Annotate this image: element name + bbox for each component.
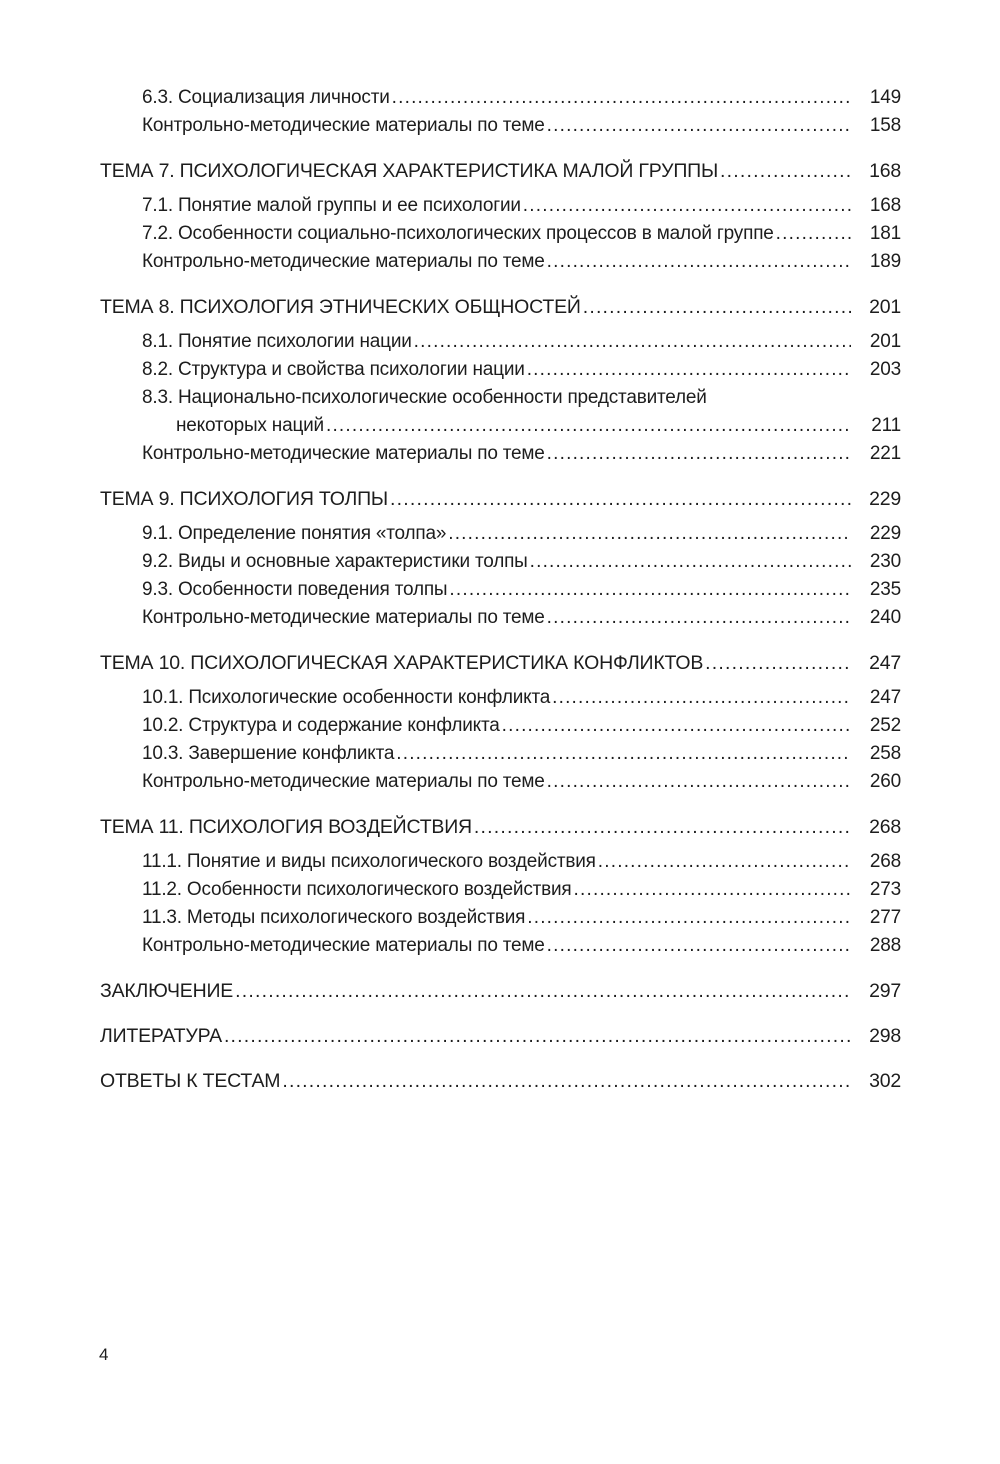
toc-entry-wrapped-second-line [100,412,901,440]
dot-leader [705,649,851,677]
dot-leader [547,768,851,796]
toc-entry-page: 247 [869,652,901,674]
toc-entry-page: 252 [869,715,901,736]
toc-entry-page: 273 [869,879,901,900]
toc-back-matter-heading [100,977,901,1005]
toc-entry-page: 268 [869,816,901,838]
toc-entry-label: ЗАКЛЮЧЕНИЕ [100,980,234,1002]
toc-chapter-heading [100,485,901,513]
dot-leader [523,192,851,220]
dot-leader [326,412,851,440]
toc-back-matter-heading [100,1067,901,1095]
toc-entry-label: 9.1. Определение понятия «толпа» [142,523,447,544]
toc-entry-page: 203 [869,359,901,380]
dot-leader [776,220,851,248]
toc-entry-label: ТЕМА 7. ПСИХОЛОГИЧЕСКАЯ ХАРАКТЕРИСТИКА МАЛОЙ ГРУППЫ [100,160,719,182]
toc-chapter-heading [100,293,901,321]
toc-entry-label: Контрольно-методические материалы по теме [142,115,545,136]
toc-entry-page: 211 [871,415,901,436]
dot-leader [552,684,851,712]
toc-entry-label: Контрольно-методические материалы по теме [142,251,545,272]
dot-leader [547,604,851,632]
toc-entry-page: 277 [869,907,901,928]
toc-entry [100,248,901,276]
toc-entry-page: 260 [869,771,901,792]
toc-entry-label: 7.2. Особенности социально-психологических процессов в малой группе [142,223,774,244]
dot-leader [527,904,851,932]
dot-leader [598,848,851,876]
toc-entry-page: 247 [869,687,901,708]
dot-leader [530,548,851,576]
toc-entry-page: 229 [869,523,901,544]
toc-entry-page: 268 [869,851,901,872]
dot-leader [392,84,851,112]
toc-entry-label: ТЕМА 10. ПСИХОЛОГИЧЕСКАЯ ХАРАКТЕРИСТИКА КОНФЛИКТОВ [100,652,704,674]
dot-leader [224,1022,851,1050]
toc-entry-label: Контрольно-методические материалы по теме [142,443,545,464]
toc-entry [100,712,901,740]
toc-entry-page: 189 [869,251,901,272]
dot-leader [547,932,851,960]
toc-entry-page: 298 [869,1025,901,1047]
toc-entry-label: 11.2. Особенности психологического воздействия [142,879,572,900]
toc-entry-page: 221 [869,443,901,464]
dot-leader [449,576,851,604]
toc-entry-page: 258 [869,743,901,764]
toc-entry [100,548,901,576]
toc-entry-label: 8.2. Структура и свойства психологии нации [142,359,525,380]
toc-entry [100,440,901,468]
toc-entry-label: 10.3. Завершение конфликта [142,743,395,764]
toc-entry-label: Контрольно-методические материалы по теме [142,771,545,792]
toc-entry-page: 181 [869,223,901,244]
toc-entry-page: 149 [869,87,901,108]
toc-entry-label: ТЕМА 9. ПСИХОЛОГИЯ ТОЛПЫ [100,488,388,510]
toc-entry-label: 8.1. Понятие психологии нации [142,331,412,352]
toc-chapter-heading [100,649,901,677]
toc-entry [100,356,901,384]
toc-back-matter-heading [100,1022,901,1050]
toc-entry [100,876,901,904]
toc-entry-page: 168 [869,160,901,182]
toc-entry-label: 8.3. Национально-психологические особенности представителей [142,387,707,408]
toc-entry-label: 11.3. Методы психологического воздействия [142,907,526,928]
dot-leader [282,1067,851,1095]
toc-entry [100,84,901,112]
dot-leader [474,813,851,841]
table-of-contents [100,84,901,1095]
toc-entry-label: 9.3. Особенности поведения толпы [142,579,448,600]
dot-leader [547,112,851,140]
toc-entry-label: 9.2. Виды и основные характеристики толпы [142,551,528,572]
toc-entry [100,520,901,548]
toc-entry-page: 240 [869,607,901,628]
toc-entry-page: 201 [869,331,901,352]
dot-leader [502,712,851,740]
toc-entry-page: 201 [869,296,901,318]
toc-entry-page: 230 [869,551,901,572]
toc-entry-label: 7.1. Понятие малой группы и ее психологии [142,195,521,216]
toc-entry-label: некоторых наций [176,415,324,436]
toc-entry-label: 11.1. Понятие и виды психологического воздействия [142,851,596,872]
dot-leader [720,157,851,185]
toc-entry-label: ОТВЕТЫ К ТЕСТАМ [100,1070,281,1092]
dot-leader [527,356,851,384]
toc-entry [100,112,901,140]
dot-leader [547,440,851,468]
toc-entry-label: 10.1. Психологические особенности конфликта [142,687,551,708]
toc-entry-page: 158 [869,115,901,136]
toc-entry-page: 288 [869,935,901,956]
toc-entry-label: 6.3. Социализация личности [142,87,390,108]
toc-entry [100,604,901,632]
dot-leader [574,876,851,904]
page-number: 4 [99,1345,109,1364]
toc-entry-page: 235 [869,579,901,600]
dot-leader [235,977,851,1005]
toc-entry-label: Контрольно-методические материалы по теме [142,935,545,956]
toc-entry-label: ТЕМА 11. ПСИХОЛОГИЯ ВОЗДЕЙСТВИЯ [100,816,472,838]
toc-entry [100,768,901,796]
dot-leader [448,520,851,548]
dot-leader [414,328,851,356]
toc-entry [100,576,901,604]
toc-entry [100,740,901,768]
toc-entry-label: Контрольно-методические материалы по теме [142,607,545,628]
toc-chapter-heading [100,813,901,841]
dot-leader [547,248,851,276]
dot-leader [390,485,851,513]
toc-entry [100,932,901,960]
toc-entry-page: 229 [869,488,901,510]
toc-entry-label: ЛИТЕРАТУРА [100,1025,222,1047]
toc-entry-label: 10.2. Структура и содержание конфликта [142,715,500,736]
toc-entry [100,684,901,712]
toc-entry [100,328,901,356]
toc-entry [100,192,901,220]
toc-entry [100,220,901,248]
toc-entry-page: 297 [869,980,901,1002]
toc-entry-page: 302 [869,1070,901,1092]
toc-entry-page: 168 [869,195,901,216]
dot-leader [583,293,851,321]
toc-chapter-heading [100,157,901,185]
dot-leader [396,740,851,768]
toc-entry [100,904,901,932]
toc-entry-wrapped-first-line [100,384,901,412]
toc-entry [100,848,901,876]
toc-entry-label: ТЕМА 8. ПСИХОЛОГИЯ ЭТНИЧЕСКИХ ОБЩНОСТЕЙ [100,296,581,318]
